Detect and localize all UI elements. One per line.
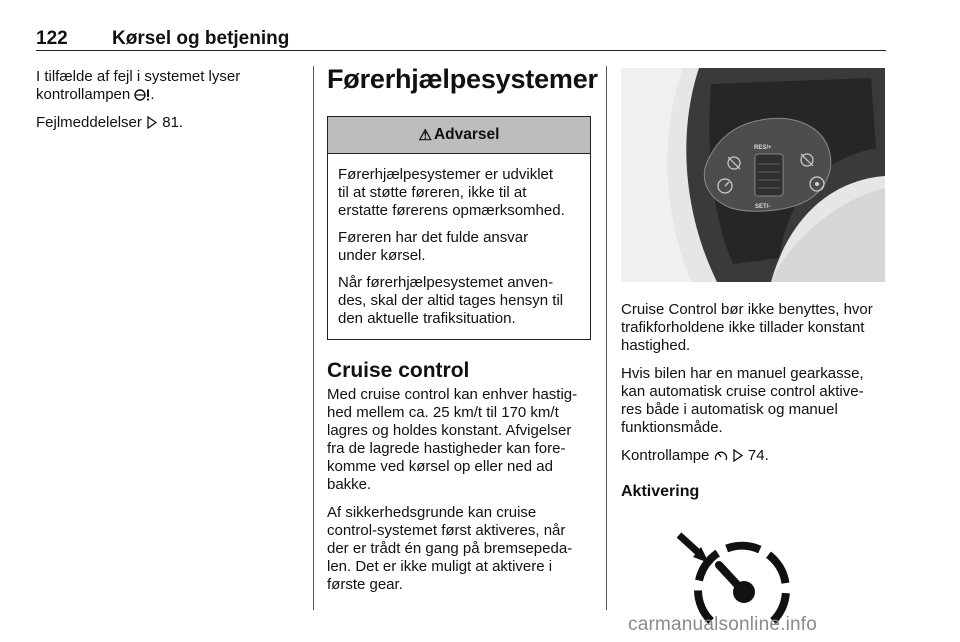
warning-paragraph-2: Føreren har det fulde ansvar under kørsel.: [338, 229, 529, 264]
system-fault-lamp-icon: [134, 88, 150, 101]
chapter-title: Førerhjælpesystemer: [327, 64, 598, 94]
warning-header: [328, 117, 590, 154]
cruise-usage-paragraph: Cruise Control bør ikke benyttes, hvor trafikforholdene ikke tillader konstant hastighed.: [621, 301, 873, 354]
activation-heading: Aktivering: [621, 483, 700, 500]
warning-paragraph-1: Førerhjælpesystemer er udviklet til at støtte føreren, ikke til at erstatte førerens opmærksomhed.: [338, 166, 565, 219]
steering-wheel-photo: [621, 68, 885, 282]
column-divider-2: [606, 66, 607, 610]
control-lamp-link[interactable]: 74.: [747, 447, 769, 464]
fault-paragraph: I tilfælde af fejl i systemet lyser kontrollampen .: [36, 68, 241, 103]
site-watermark: carmanualsonline.info: [628, 614, 818, 635]
gearbox-paragraph: Hvis bilen har en manuel gearkasse, kan automatisk cruise control aktive- res både i automatisk og manuel funktionsmåde.: [621, 365, 864, 436]
warning-heading: Advarsel: [433, 126, 500, 143]
cruise-lamp-icon: [714, 449, 728, 462]
column-left: [36, 68, 298, 142]
control-lamp-ref: Kontrollampe 74.: [621, 447, 769, 464]
column-right: [621, 68, 887, 634]
page-ref-arrow-icon: [146, 116, 158, 129]
column-middle: [327, 62, 598, 604]
cruise-paragraph-2: Af sikkerhedsgrunde kan cruise control-systemet først aktiveres, når der er trådt én gang på bremsepeda- len. Det er ikke muligt at aktivere i første gear.: [327, 504, 573, 593]
warning-body: [328, 154, 590, 339]
warning-box: [327, 116, 591, 340]
cruise-paragraph-1: Med cruise control kan enhver hastig- hed mellem ca. 25 km/t til 170 km/t lagres og holdes konstant. Afvigelser fra de lagrede hastigheder kan fore- komme ved kørsel op eller ned ad bakke.: [327, 386, 578, 493]
cruise-control-heading: Cruise control: [327, 359, 470, 382]
warning-triangle-icon: ⚠: [418, 127, 432, 144]
warning-paragraph-3: Når førerhjælpesystemet anven- des, skal der altid tages hensyn til den aktuelle trafiksituation.: [338, 274, 564, 327]
section-title: Kørsel og betjening: [112, 28, 290, 49]
page-header: [36, 26, 886, 51]
res-plus-label: RES/+: [754, 145, 772, 151]
error-messages-link[interactable]: 81.: [162, 114, 184, 131]
page-number: 122: [36, 28, 68, 49]
column-divider-1: [313, 66, 314, 610]
page-ref-arrow-icon: [732, 449, 744, 462]
error-messages-ref: Fejlmeddelelser 81.: [36, 114, 184, 131]
set-minus-label: SET/-: [755, 204, 771, 210]
